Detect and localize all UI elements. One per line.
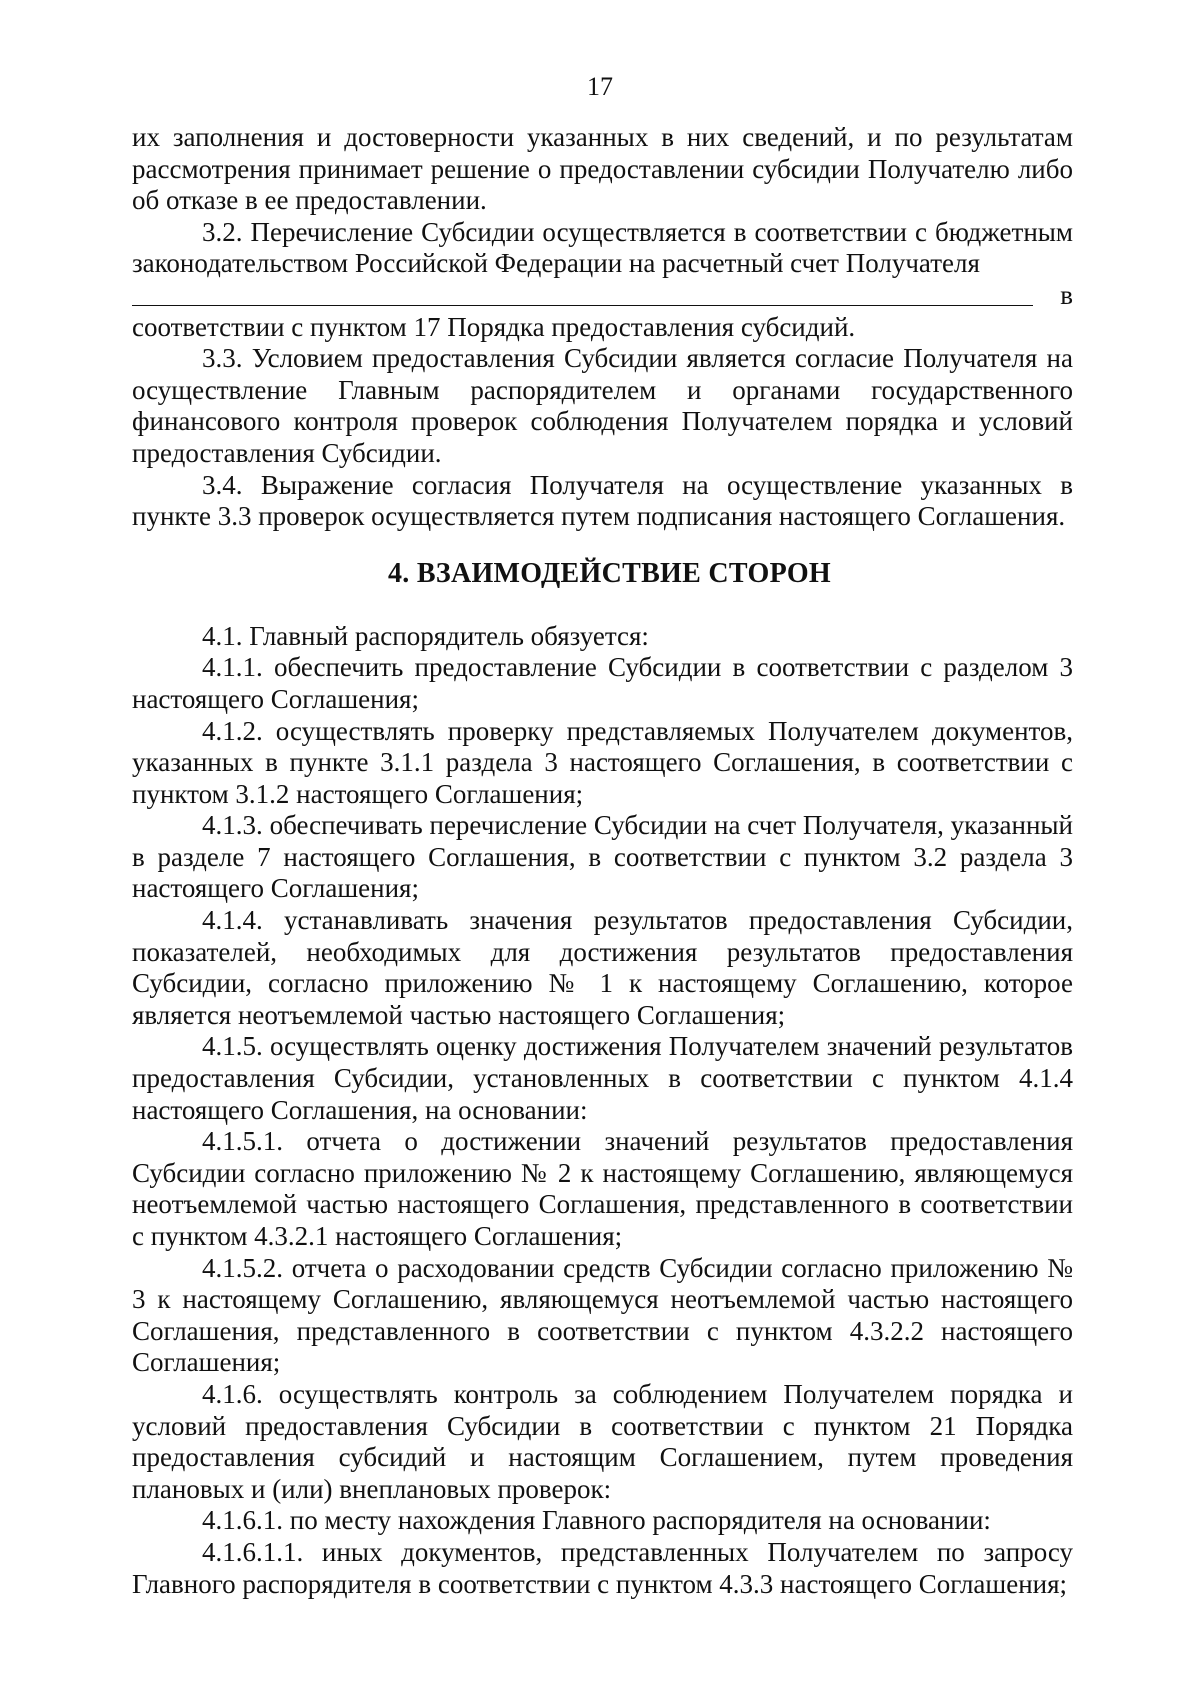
paragraph-3-2: 3.2. Перечисление Субсидии осуществляется в соответствии с бюджетным законодательством Российской Федерации на расчетный счет Получателя bbox=[132, 216, 1073, 279]
paragraph-4-1-4: 4.1.4. устанавливать значения результатов предоставления Субсидии, показателей, необходимых для достижения результатов предоставления Субсидии, согласно приложению № 1 к настоящему Соглашению, которое является неотъемлемой частью настоящего Соглашения; bbox=[132, 905, 1073, 1030]
paragraph-4-1-6: 4.1.6. осуществлять контроль за соблюдением Получателем порядка и условий предоставления Субсидии в соответствии с пунктом 21 Порядка предоставления субсидий и настоящим Соглашением, путем проведения плановых и (или) внеплановых проверок: bbox=[132, 1378, 1073, 1504]
paragraph-4-1-5: 4.1.5. осуществлять оценку достижения Получателем значений результатов предоставления Субсидии, установленных в соответствии с пунктом 4.1.4 настоящего Соглашения, на основании: bbox=[132, 1031, 1073, 1125]
paragraph-3-3: 3.3. Условием предоставления Субсидии является согласие Получателя на осуществление Главным распорядителем и органами государственного финансового контроля проверок соблюдения Получателем порядка и условий предоставления Субсидии. bbox=[132, 343, 1073, 468]
section-heading: 4. ВЗАИМОДЕЙСТВИЕ СТОРОН bbox=[387, 557, 832, 589]
paragraph-4-1-3: 4.1.3. обеспечивать перечисление Субсидии на счет Получателя, указанный в разделе 7 настоящего Соглашения, в соответствии с пунктом 3.2 раздела 3 настоящего Соглашения; bbox=[132, 810, 1073, 904]
paragraph-4-1-1: 4.1.1. обеспечить предоставление Субсидии в соответствии с разделом 3 настоящего Соглашения; bbox=[132, 652, 1073, 714]
paragraph-3-2-end: соответствии с пунктом 17 Порядка предоставления субсидий. bbox=[132, 311, 856, 342]
paragraph-4-1-5-1: 4.1.5.1. отчета о достижении значений результатов предоставления Субсидии согласно приложению № 2 к настоящему Соглашению, являющемуся неотъемлемой частью настоящего Соглашения, представленного в соответствии с пунктом 4.3.2.1 настоящего Соглашения; bbox=[132, 1126, 1073, 1251]
paragraph-4-1-2: 4.1.2. осуществлять проверку представляемых Получателем документов, указанных в пункте 3.1.1 раздела 3 настоящего Соглашения, в соответствии с пунктом 3.1.2 настоящего Соглашения; bbox=[132, 715, 1073, 809]
paragraph-3-4: 3.4. Выражение согласия Получателя на осуществление указанных в пункте 3.3 проверок осуществляется путем подписания настоящего Соглашения. bbox=[132, 469, 1073, 532]
account-blank-line bbox=[132, 280, 1073, 312]
paragraph-4-1-5-2: 4.1.5.2. отчета о расходовании средств Субсидии согласно приложению № 3 к настоящему Соглашению, являющемуся неотъемлемой частью настоящего Соглашения, представленного в соответствии с пунктом 4.3.2.2 настоящего Соглашения; bbox=[132, 1252, 1073, 1378]
paragraph-continuation: их заполнения и достоверности указанных в них сведений, и по результатам рассмотрения принимает решение о предоставлении субсидии Получателю либо об отказе в ее предоставлении. bbox=[132, 122, 1073, 216]
paragraph-4-1-6-1-1: 4.1.6.1.1. иных документов, представленных Получателем по запросу Главного распорядителя в соответствии с пунктом 4.3.3 настоящего Соглашения; bbox=[132, 1536, 1073, 1599]
paragraph-4-1: 4.1. Главный распорядитель обязуется: bbox=[202, 620, 649, 651]
paragraph-4-1-6-1: 4.1.6.1. по месту нахождения Главного распорядителя на основании: bbox=[202, 1505, 991, 1536]
page-number: 17 bbox=[587, 72, 613, 101]
document-body bbox=[132, 122, 1073, 1600]
blank-line-tail: в bbox=[1060, 279, 1073, 310]
blank-underline bbox=[132, 305, 1033, 306]
